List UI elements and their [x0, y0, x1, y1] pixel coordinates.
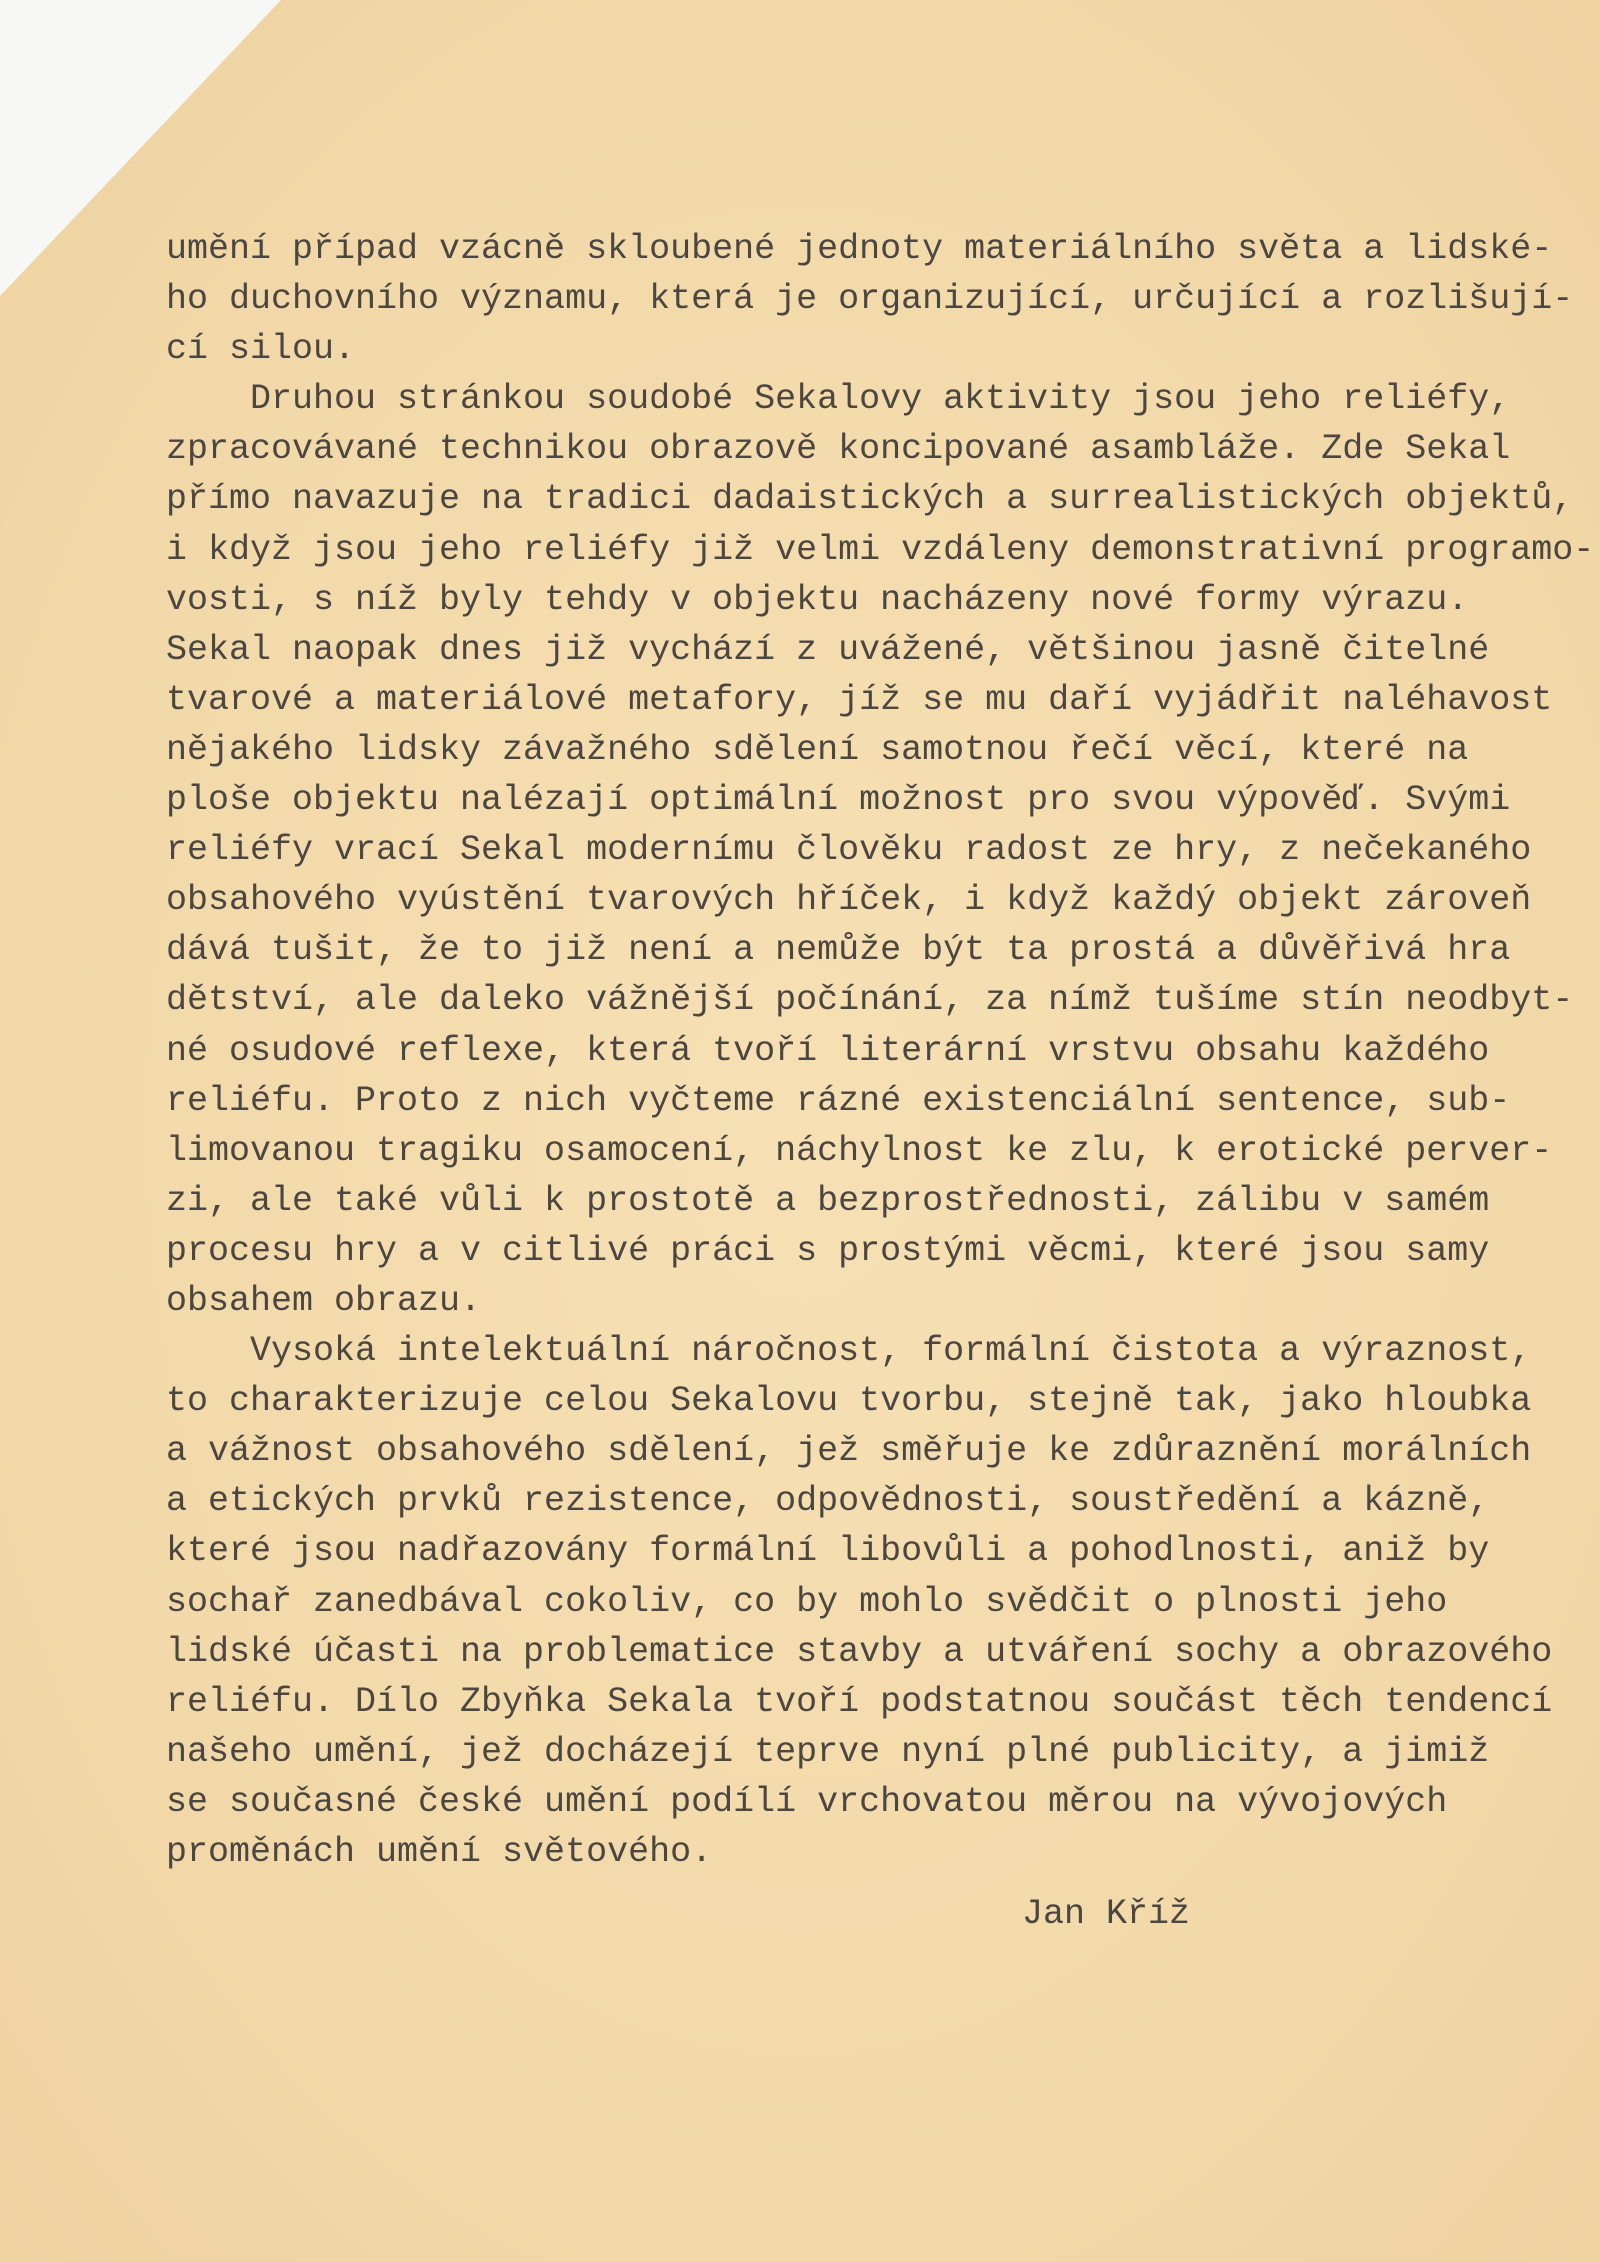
text-line: zi, ale také vůli k prostotě a bezprostřednosti, zálibu v samém: [166, 1180, 1490, 1221]
text-line: dává tušit, že to již není a nemůže být ta prostá a důvěřivá hra: [166, 930, 1511, 971]
text-line: né osudové reflexe, která tvoří literární vrstvu obsahu každého: [166, 1030, 1490, 1071]
text-line: Druhou stránkou soudobé Sekalovy aktivity jsou jeho reliéfy,: [166, 379, 1511, 420]
text-line: proměnách umění světového.: [166, 1832, 713, 1872]
text-line: dětství, ale daleko vážnější počínání, za nímž tušíme stín neodbyt-: [166, 980, 1574, 1021]
text-line: se současné české umění podílí vrchovatou měrou na vývojových: [166, 1781, 1448, 1822]
text-line: reliéfu. Dílo Zbyňka Sekala tvoří podstatnou součást těch tendencí: [166, 1681, 1553, 1722]
text-line: ho duchovního významu, která je organizující, určující a rozlišují-: [166, 279, 1574, 320]
text-line: to charakterizuje celou Sekalovu tvorbu, stejně tak, jako hloubka: [166, 1381, 1532, 1422]
text-line: obsahového vyústění tvarových hříček, i když každý objekt zároveň: [166, 880, 1532, 921]
typewritten-body: [166, 224, 1594, 1877]
text-line: Vysoká intelektuální náročnost, formální čistota a výraznost,: [166, 1331, 1532, 1372]
text-line: cí silou.: [166, 329, 356, 370]
text-line: ploše objektu nalézají optimální možnost pro svou výpověď. Svými: [166, 780, 1511, 821]
text-line: tvarové a materiálové metafory, jíž se mu daří vyjádřit naléhavost: [166, 679, 1553, 720]
text-line: Sekal naopak dnes již vychází z uvážené, většinou jasně čitelné: [166, 629, 1490, 670]
author-signature: Jan Kříž: [1022, 1894, 1191, 1934]
text-line: reliéfu. Proto z nich vyčteme rázné existenciální sentence, sub-: [166, 1080, 1511, 1121]
text-line: procesu hry a v citlivé práci s prostými věcmi, které jsou samy: [166, 1230, 1490, 1271]
text-line: nějakého lidsky závažného sdělení samotnou řečí věcí, které na: [166, 729, 1469, 770]
text-line: reliéfy vrací Sekal modernímu člověku radost ze hry, z nečekaného: [166, 830, 1532, 871]
text-line: vosti, s níž byly tehdy v objektu nacházeny nové formy výrazu.: [166, 579, 1469, 620]
text-line: které jsou nadřazovány formální libovůli a pohodlnosti, aniž by: [166, 1531, 1490, 1572]
text-line: přímo navazuje na tradici dadaistických a surrealistických objektů,: [166, 479, 1574, 520]
text-line: sochař zanedbával cokoliv, co by mohlo svědčit o plnosti jeho: [166, 1581, 1448, 1622]
text-line: lidské účasti na problematice stavby a utváření sochy a obrazového: [166, 1631, 1553, 1672]
text-line: zpracovávané technikou obrazově koncipované asambláže. Zde Sekal: [166, 429, 1511, 470]
text-line: a etických prvků rezistence, odpovědnosti, soustředění a kázně,: [166, 1481, 1490, 1522]
text-line: limovanou tragiku osamocení, náchylnost ke zlu, k erotické perver-: [166, 1130, 1553, 1171]
text-line: našeho umění, jež docházejí teprve nyní plné publicity, a jimiž: [166, 1731, 1490, 1772]
text-line: umění případ vzácně skloubené jednoty materiálního světa a lidské-: [166, 229, 1553, 269]
text-line: i když jsou jeho reliéfy již velmi vzdáleny demonstrativní programo-: [166, 529, 1595, 570]
text-line: obsahem obrazu.: [166, 1280, 482, 1321]
text-line: a vážnost obsahového sdělení, jež směřuje ke zdůraznění morálních: [166, 1431, 1532, 1472]
